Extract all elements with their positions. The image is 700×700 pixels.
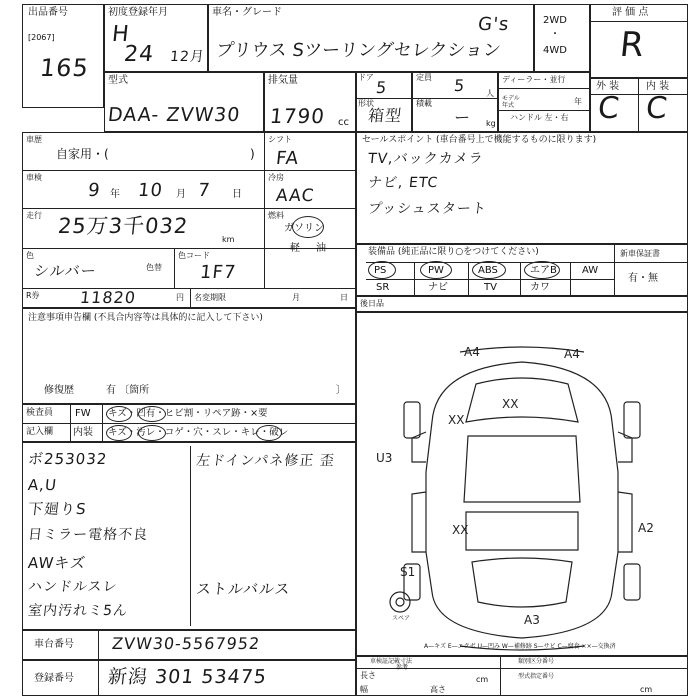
svg-text:A4: A4 (564, 347, 580, 361)
int-sure-circle (256, 425, 282, 441)
fw-kizu-circle (106, 406, 132, 422)
r-label: R券 (26, 291, 40, 300)
int-grade: C (644, 91, 670, 126)
shift-value: FA (274, 148, 301, 169)
limit-day: 日 (340, 293, 348, 302)
warranty-value: 有・無 (628, 273, 658, 284)
note-left-4: 日ミラー電格不良 (27, 527, 149, 543)
fw-options: キズ・凹有・ヒビ割・リペア跡・×要 (108, 408, 268, 419)
load-value: ー (453, 108, 473, 127)
ext-grade: C (596, 91, 622, 126)
sales-point-3: プッシュスタート (367, 201, 488, 217)
ac-value: AAC (275, 186, 316, 206)
grade-mark: G's (476, 14, 511, 35)
warranty-label: 新車保証書 (620, 249, 660, 258)
color-change-label: 色替 (146, 263, 162, 272)
shift-label: シフト (268, 135, 292, 144)
repair-close: 〕 (336, 385, 346, 396)
fw-heko-circle (138, 406, 166, 422)
load-label: 積載 (416, 99, 432, 108)
lot-label: 出品番号 (28, 7, 68, 18)
year-suffix: 年 (110, 189, 120, 200)
equip-ps-circle (368, 261, 396, 279)
note-right-1: 左ドインパネ修正 歪 (195, 453, 336, 469)
shape-value: 箱型 (367, 106, 404, 125)
int-label: 内 装 (646, 81, 670, 92)
capacity-label: 定員 (416, 73, 432, 82)
equip-airbag: エアB (530, 265, 557, 276)
reg-era: H (110, 22, 131, 47)
shape-label: 形状 (358, 99, 374, 108)
fuel-gas: ガソリン (284, 223, 324, 234)
equip-navi: ナビ (428, 282, 448, 293)
equip-sr: SR (376, 282, 390, 293)
equip-airbag-circle (524, 261, 560, 279)
inspection-year: 9 (86, 180, 102, 201)
bracket-number: [2067] (28, 33, 55, 42)
category-label: 類別区分番号 (518, 658, 555, 665)
doors-label: ドア (358, 73, 374, 82)
month-suffix: 月 (176, 189, 186, 200)
repair-value: 有 〔箇所 (106, 385, 150, 396)
car-diagram (356, 312, 688, 656)
equip-aw: AW (582, 265, 599, 276)
dealer-label: ディーラー・並行 (502, 75, 566, 84)
capacity-value: 5 (453, 76, 467, 95)
limit-label: 名変期限 (194, 293, 226, 302)
reg-month: 12月 (169, 49, 206, 65)
drive-dot: ・ (550, 29, 560, 40)
first-reg-label: 初度登録年月 (108, 7, 168, 18)
color-code-label: 色コード (178, 251, 210, 260)
svg-text:XX: XX (502, 397, 519, 411)
ref-label: 参考 (396, 664, 409, 671)
note-left-6: ハンドルスレ (27, 579, 119, 595)
reg-no-value: 新潟 301 53475 (106, 666, 269, 688)
equip-pw-circle (420, 261, 452, 279)
handle-label: ハンドル 左・右 (510, 113, 569, 122)
inspector-label: 検査員 (26, 408, 54, 418)
cm-unit-2: cm (640, 685, 653, 694)
interior-options: キズ・汚レ・コゲ・穴・スレ・キレ・破レ (108, 427, 289, 438)
inspection-month: 10 (136, 180, 165, 201)
note-left-7: 室内汚れミ5ん (27, 603, 129, 619)
day-suffix: 日 (232, 189, 242, 200)
length-label: 長さ (360, 671, 376, 680)
fuel-oil: 油 (316, 243, 326, 254)
svg-text:S1: S1 (400, 565, 416, 579)
later-items-box (356, 296, 688, 312)
sales-point-1: TV,バックカメラ (367, 151, 485, 167)
car-name: プリウス Sツーリングセレクション (214, 40, 502, 61)
svg-text:A4: A4 (464, 345, 480, 359)
entry-label: 記入欄 (26, 427, 54, 437)
year-unit: 年 (574, 97, 582, 106)
notes-label: 注意事項申告欄 (不具合内容等は具体的に記入して下さい) (28, 313, 263, 323)
color-value: シルバー (33, 262, 98, 280)
drive-2wd: 2WD (543, 15, 567, 26)
reg-no-label: 登録番号 (34, 673, 74, 684)
note-right-2: ストルバルス (195, 580, 292, 598)
svg-text:A3: A3 (524, 613, 540, 627)
equipment-label: 装備品 (純正品に限り○をつけてください) (368, 247, 539, 257)
interior-label: 内装 (73, 427, 93, 438)
chassis-value: ZVW30-5567952 (111, 634, 262, 653)
history-value: 自家用・( (56, 147, 109, 161)
sales-points-label: セールスポイント (車台番号上で機能するものに限ります) (362, 135, 597, 145)
fuel-light: 軽 (290, 243, 300, 254)
height-label: 高さ (430, 685, 446, 694)
r-value: 11820 (79, 288, 137, 307)
rating-label: 評 価 点 (612, 7, 649, 18)
model-label: 型式 (108, 75, 128, 86)
mileage-value: 25万3千032 (56, 214, 190, 238)
damage-legend: A—キズ E—エクボ U—凹み W—補修跡 S—サビ C—腐食 ××—交換済 (424, 643, 616, 650)
cm-unit-1: cm (476, 675, 489, 684)
note-left-3: 下廻りS (27, 500, 88, 518)
color-label: 色 (26, 251, 34, 260)
limit-month: 月 (292, 293, 300, 302)
equip-tv: TV (484, 282, 497, 293)
color-code-value: 1F7 (198, 262, 238, 283)
equip-leather: カワ (530, 282, 550, 293)
width-label: 幅 (360, 685, 368, 694)
svg-text:A2: A2 (638, 521, 654, 535)
note-left-2: A,U (27, 476, 59, 494)
model-year-label: モデル年式 (502, 95, 520, 109)
kg-unit: kg (486, 119, 496, 128)
repair-label: 修復歴 (44, 385, 74, 396)
svg-text:スペア: スペア (392, 615, 411, 622)
svg-text:U3: U3 (376, 451, 393, 465)
note-left-1: ボ253032 (27, 450, 109, 468)
ext-label: 外 装 (596, 81, 620, 92)
person-unit: 人 (486, 89, 494, 98)
int-yogore-circle (138, 425, 166, 441)
fuel-label: 燃料 (268, 211, 284, 220)
yen-unit: 円 (176, 293, 184, 302)
inspection-day: 7 (196, 180, 212, 201)
rating-value: R (617, 25, 647, 65)
ac-label: 冷房 (268, 173, 284, 182)
model-spec-label: 型式指定番号 (518, 673, 555, 680)
reg-year: 24 (122, 42, 156, 67)
km-unit: km (222, 235, 235, 244)
later-items-label: 後日品 (360, 299, 384, 308)
svg-text:XX: XX (452, 523, 469, 537)
lot-number: 165 (38, 54, 91, 82)
doors-value: 5 (375, 78, 389, 97)
disp-value: 1790 (268, 104, 327, 128)
cc-unit: cc (338, 117, 349, 128)
manual-label: 車検証記載寸法 (370, 658, 413, 665)
mileage-label: 走行 (26, 211, 42, 220)
inspection-label: 車検 (26, 173, 42, 182)
chassis-label: 車台番号 (34, 639, 74, 650)
fw-label: FW (75, 408, 91, 419)
equip-pw: PW (428, 265, 444, 276)
equip-ps: PS (374, 265, 387, 276)
history-label: 車歴 (26, 135, 42, 144)
svg-text:XX: XX (448, 413, 465, 427)
note-left-5: AWキズ (27, 554, 87, 572)
int-kizu-circle (106, 425, 132, 441)
disp-label: 排気量 (268, 75, 298, 86)
car-name-label: 車名・グレード (212, 7, 282, 18)
drive-4wd: 4WD (543, 45, 567, 56)
history-close: ) (250, 147, 255, 161)
model-value: DAA- ZVW30 (106, 104, 242, 126)
equip-abs: ABS (478, 265, 498, 276)
sales-point-2: ナビ, ETC (367, 175, 440, 191)
equip-abs-circle (472, 261, 506, 279)
